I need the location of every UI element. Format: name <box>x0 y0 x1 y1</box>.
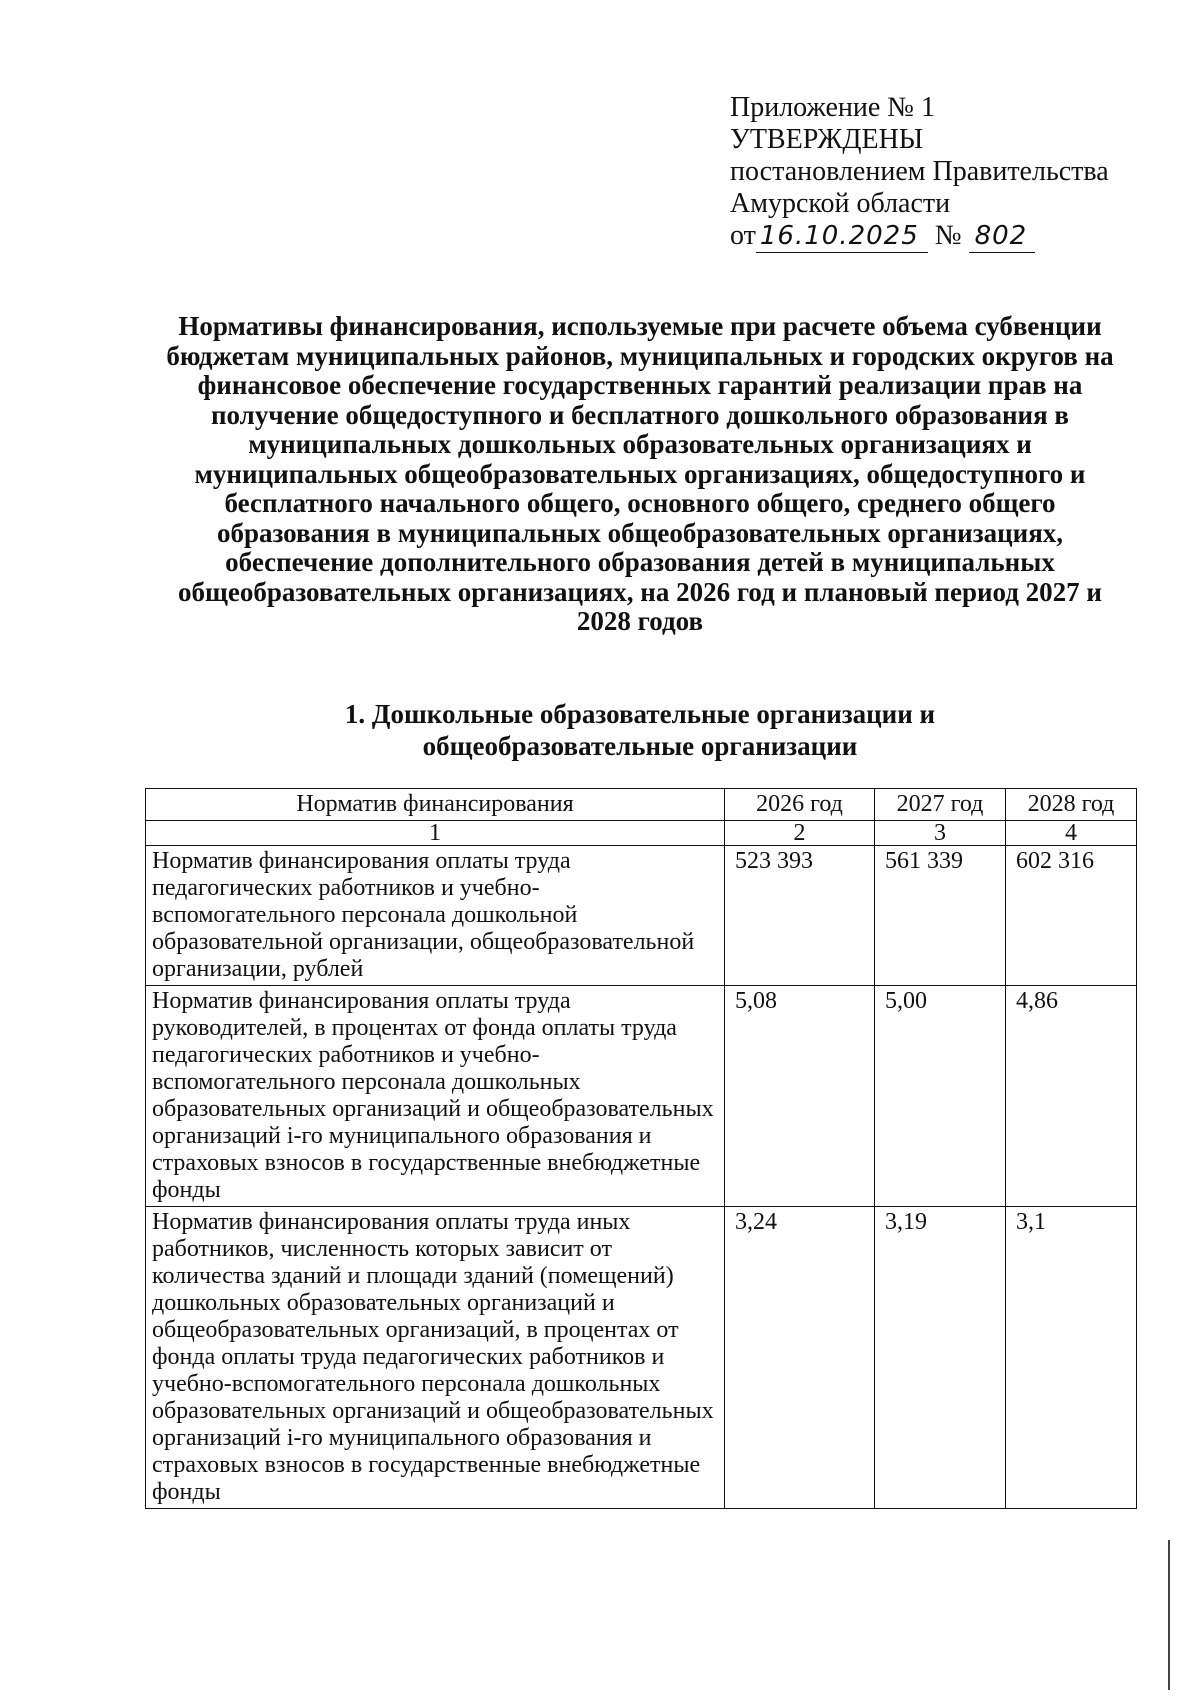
scan-edge-line <box>1168 1540 1170 1690</box>
handwritten-number: 802 <box>969 220 1035 253</box>
norm-label: Норматив финансирования оплаты труда педагогических работников и учебно-вспомогательного персонала дошкольной образовательной организации, общеобразовательной организации, рублей <box>146 846 725 986</box>
appendix-label: Приложение № 1 <box>730 92 935 123</box>
table-row <box>146 846 1137 986</box>
header-2027: 2027 год <box>875 789 1006 821</box>
section-heading-line-1: 1. Дошкольные образовательные организации и <box>344 699 936 729</box>
approval-block <box>730 92 1109 253</box>
table-header-row <box>146 789 1137 821</box>
section-heading <box>150 698 1130 762</box>
financing-norms-table <box>145 788 1137 1509</box>
date-number-line <box>730 220 1109 253</box>
table-row <box>146 1207 1137 1509</box>
value-2027: 3,19 <box>875 1207 1006 1509</box>
header-2028: 2028 год <box>1006 789 1137 821</box>
index-cell: 1 <box>146 821 725 846</box>
norm-label: Норматив финансирования оплаты труда руководителей, в процентах от фонда оплаты труда педагогических работников и учебно-вспомогательного персонала дошкольных образовательных организаций и общеобразовательных организаций i-го муниципального образования и страховых взносов в государственные внебюджетные фонды <box>146 986 725 1207</box>
value-2027: 561 339 <box>875 846 1006 986</box>
region-label: Амурской области <box>730 188 951 219</box>
value-2027: 5,00 <box>875 986 1006 1207</box>
value-2026: 5,08 <box>725 986 875 1207</box>
table-row <box>146 986 1137 1207</box>
value-2028: 602 316 <box>1006 846 1137 986</box>
approved-label: УТВЕРЖДЕНЫ <box>730 124 924 155</box>
document-title: Нормативы финансирования, используемые при расчете объема субвенции бюджетам муниципальных районов, муниципальных и городских округов на финансовое обеспечение государственных гарантий реализации прав на получение общедоступного и бесплатного дошкольного образования в муниципальных дошкольных образовательных организациях и муниципальных общеобразовательных организациях, общедоступного и бесплатного начального общего, основного общего, среднего общего образования в муниципальных общеобразовательных организациях, обеспечение дополнительного образования детей в муниципальных общеобразовательных организациях, на 2026 год и плановый период 2027 и 2028 годов <box>166 311 1114 636</box>
date-prefix: от <box>730 220 756 251</box>
number-prefix: № <box>934 220 962 251</box>
table-index-row <box>146 821 1137 846</box>
header-2026: 2026 год <box>725 789 875 821</box>
index-cell: 4 <box>1006 821 1137 846</box>
index-cell: 2 <box>725 821 875 846</box>
index-cell: 3 <box>875 821 1006 846</box>
section-heading-line-2: общеобразовательные организации <box>422 731 858 761</box>
value-2028: 3,1 <box>1006 1207 1137 1509</box>
value-2026: 523 393 <box>725 846 875 986</box>
norm-label: Норматив финансирования оплаты труда иных работников, численность которых зависит от количества зданий и площади зданий (помещений) дошкольных образовательных организаций и общеобразовательных организаций, в процентах от фонда оплаты труда педагогических работников и учебно-вспомогательного персонала дошкольных образовательных организаций и общеобразовательных организаций i-го муниципального образования и страховых взносов в государственные внебюджетные фонды <box>146 1207 725 1509</box>
resolution-label: постановлением Правительства <box>730 156 1109 187</box>
value-2026: 3,24 <box>725 1207 875 1509</box>
value-2028: 4,86 <box>1006 986 1137 1207</box>
header-norm: Норматив финансирования <box>146 789 725 821</box>
handwritten-date: 16.10.2025 <box>756 220 928 253</box>
